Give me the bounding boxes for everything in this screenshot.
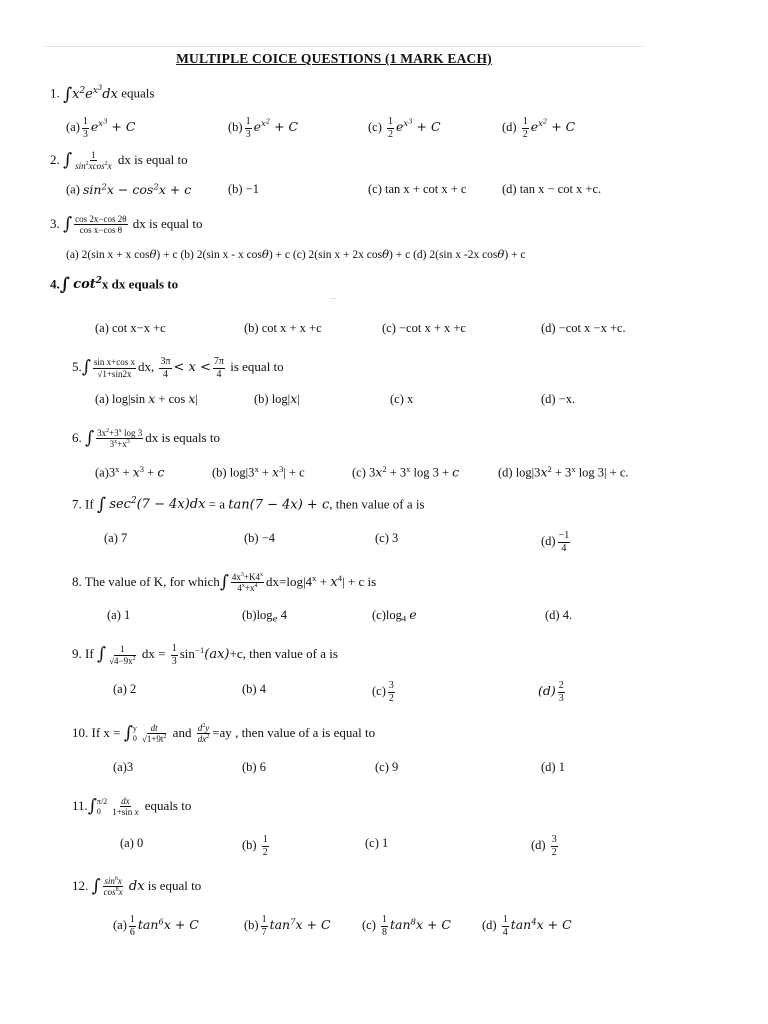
q9-option-c[interactable]: (c) $\frac{3}{2}$ [372,680,394,704]
q7-option-d[interactable]: (d) $\frac{-1}{4}$ [541,530,570,554]
q5-option-c[interactable]: (c) x [390,392,414,406]
q5-option-a[interactable]: (a) log|sin x + cos x| [95,391,198,406]
q6-option-d[interactable]: (d) $\log|3x^2 + 3^x$ log 3| + c. [498,464,629,480]
q7-option-c[interactable]: (c) 3 [375,531,399,545]
q2-option-d[interactable]: (d) tan x − cot x +c. [502,182,602,196]
question-9: 9. If ∫ $\frac{1}{√4-9x^2}$ dx = $\frac{1}{3}$ $\sin^{-1}(ax)+c$, then value of a is [72,643,338,667]
question-4: 4.∫ $\cot^2x$ dx equals to [50,275,179,295]
q4-option-c[interactable]: (c) −cot x + x +c [382,321,466,335]
question-7-text: , then value of a is [329,496,425,512]
question-9-text: , then value of a is [242,645,338,661]
q2-option-a[interactable]: (a) $\sin^2x - \cos^2x + c$ [66,181,192,197]
question-3: 3. ∫ $\frac{\cos 2x-\cos 2\theta}{\text{cos x−cos θ}}$ dx is equal to [50,214,203,236]
question-8: 8. The value of K, for which∫ $\frac{4x^3+K4^x}{4^x+x^4}$ $dx=\log|4^x + x^4| + c$ is [72,572,377,594]
faint-mark: — [330,296,336,302]
q11-option-c[interactable]: (c) 1 [365,836,389,850]
q12-option-a[interactable]: (a) $\frac{1}{6}$ $\tan^6x + C$ [113,914,199,938]
question-2: 2. ∫ $\frac{1}{\sin^2xcos^2x}$ dx is equal to [50,150,188,172]
question-4-text: x dx equals to [101,276,179,292]
q2-option-b[interactable]: (b) −1 [228,182,259,196]
question-7: 7. If ∫ $\sec^2(7 - 4x)dx = a$ tan(7 − 4x) + c, then value of a is [72,495,425,515]
question-10-text: , then value of a is equal to [231,724,376,740]
q8-option-a[interactable]: (a) 1 [107,608,131,622]
q9-option-b[interactable]: (b) 4 [242,682,266,696]
top-rule [45,46,643,47]
q6-option-a[interactable]: $(a)3^x + x^3 + c$ [95,464,165,480]
question-8-text: + c is [344,573,377,589]
q10-option-c[interactable]: (c) 9 [375,760,399,774]
q8-option-d[interactable]: (d) 4. [545,608,573,622]
q1-option-b[interactable]: (b) $\frac{1}{3}$ $e^{x^2} + C$ [228,116,299,140]
q7-option-b[interactable]: (b) −4 [244,531,275,545]
q1-option-c[interactable]: (c) $\frac{1}{2}$ $e^{x^3} + C$ [368,116,441,140]
question-12-text: is equal to [144,877,202,893]
q2-option-c[interactable]: (c) tan x + cot x + c [368,182,467,196]
q8-option-c[interactable]: $(c)\log_4$ e [372,607,417,624]
q3-option-c[interactable]: (c) 2(sin x + 2x cosθ) + c [292,247,411,261]
question-5: 5.∫ $\frac{\text{sin x+cos x}}{√1+\sin 2x}$ dx, $\frac{3\pi}{4}$ < x < $\frac{7\pi}{4}$ is equal to [72,356,284,380]
question-6-text: dx is equals to [145,429,220,445]
q12-option-c[interactable]: (c) $\frac{1}{8}$ $\tan^8x + C$ [362,914,451,938]
q11-option-a[interactable]: (a) 0 [120,836,144,850]
q5-option-d[interactable]: (d) −x. [541,392,576,406]
q10-option-b[interactable]: (b) 6 [242,760,266,774]
question-5-text: is equal to [226,358,284,374]
q12-option-b[interactable]: (b) $\frac{1}{7}$ $\tan^7x + C$ [244,914,331,938]
q10-option-a[interactable]: (a)3 [113,760,134,774]
q6-option-b[interactable]: (b) $\log|3^x + x^3| + c$ [212,464,305,480]
q3-option-a[interactable]: (a) 2(sin x + x cosθ) + c [66,247,178,261]
page-title: MULTIPLE COICE QUESTIONS (1 MARK EACH) [176,51,492,66]
q10-option-d[interactable]: (d) 1 [541,760,565,774]
q7-option-a[interactable]: (a) 7 [104,531,128,545]
q5-option-b[interactable]: (b) log|x| [254,391,300,406]
q6-option-c[interactable]: (c) $3x^2 + 3^x$ log 3 + c [352,464,460,480]
question-1 [50,84,154,104]
q3-options [66,249,526,262]
question-2-text: dx is equal to [114,151,188,167]
question-1-integral: $\int x^2e^{x^3}dx$ [63,83,118,105]
q11-option-b[interactable]: (b) $\frac{1}{2}$ [242,834,268,858]
q4-option-b[interactable]: (b) cot x + x +c [244,321,322,335]
question-3-text: dx is equal to [129,215,203,231]
q9-option-a[interactable]: (a) 2 [113,682,137,696]
question-10: 10. If x = ∫ y 0 $\frac{dt}{√1+9t^2}$ and $\frac{d^2y}{dx^2}$ =ay , then value of a is equal to [72,723,376,745]
q4-option-a[interactable]: (a) cot x−x +c [95,321,166,335]
question-6: 6. ∫ $\frac{3x^2+3^x \log 3}{3^x+x^3}$ dx is equals to [72,428,220,450]
q1-option-d[interactable]: (d) $\frac{1}{2}$ $e^{x^2} + C$ [502,116,576,140]
q9-option-d[interactable]: (d) $\frac{2}{3}$ [538,680,564,704]
q1-option-a[interactable]: (a) $\frac{1}{3}$ $e^{x^3} + C$ [66,116,136,140]
q8-option-b[interactable]: $(b)\log_e$ 4 [242,608,287,625]
q12-option-d[interactable]: (d) $\frac{1}{4}$ $\tan^4x + C$ [482,914,572,938]
q11-option-d[interactable]: (d) $\frac{3}{2}$ [531,834,557,858]
question-12: 12. ∫ $\frac{\sin^6x}{\cos^8x}$ dx is equal to [72,876,202,898]
question-11: 11.∫ π/2 0 $\frac{dx}{\text{1+sin x}}$ equals to [72,796,192,818]
q3-option-d[interactable]: (d) 2(sin x -2x cosθ) + c [413,247,526,261]
q3-option-b[interactable]: (b) 2(sin x - x cosθ) + c [180,247,291,261]
q4-option-d[interactable]: (d) −cot x −x +c. [541,321,626,335]
question-1-number: 1. [50,85,63,101]
question-1-text: equals [121,85,155,101]
question-11-text: equals to [141,797,192,813]
